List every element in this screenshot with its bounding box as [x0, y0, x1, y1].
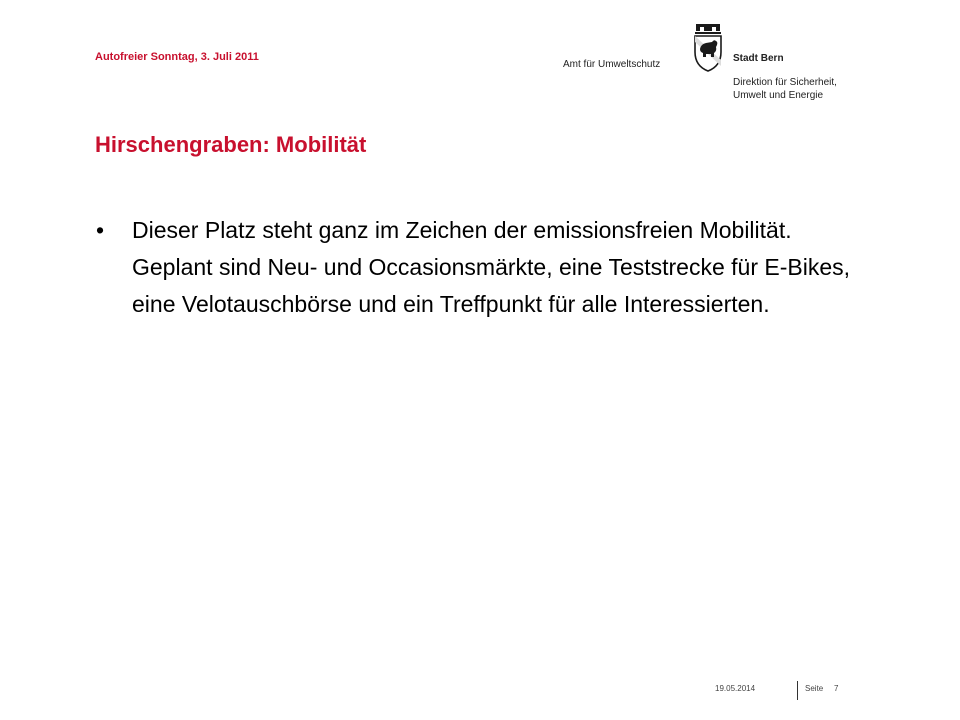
bullet-item	[96, 212, 856, 323]
bullet-marker: •	[96, 217, 105, 243]
footer-page-label: Seite	[805, 684, 824, 693]
office-name: Amt für Umweltschutz	[563, 59, 661, 70]
directorate-name: Direktion für Sicherheit, Umwelt und Energie	[733, 77, 837, 101]
event-title: Autofreier Sonntag, 3. Juli 2011	[95, 51, 259, 63]
bullet-list	[96, 212, 856, 323]
city-name: Stadt Bern	[733, 53, 784, 64]
footer-page-number: 7	[834, 684, 839, 693]
bullet-text: Dieser Platz steht ganz im Zeichen der emissionsfreien Mobilität. Geplant sind Neu- und Occasionsmärkte, eine Teststrecke für E-Bikes, eine Velotauschbörse und ein Treffpunkt für alle Interessierten.	[132, 217, 851, 317]
bern-coat-of-arms-icon	[690, 22, 726, 72]
slide-heading: Hirschengraben: Mobilität	[95, 132, 367, 157]
footer-date: 19.05.2014	[715, 684, 756, 693]
footer-divider	[797, 681, 798, 700]
